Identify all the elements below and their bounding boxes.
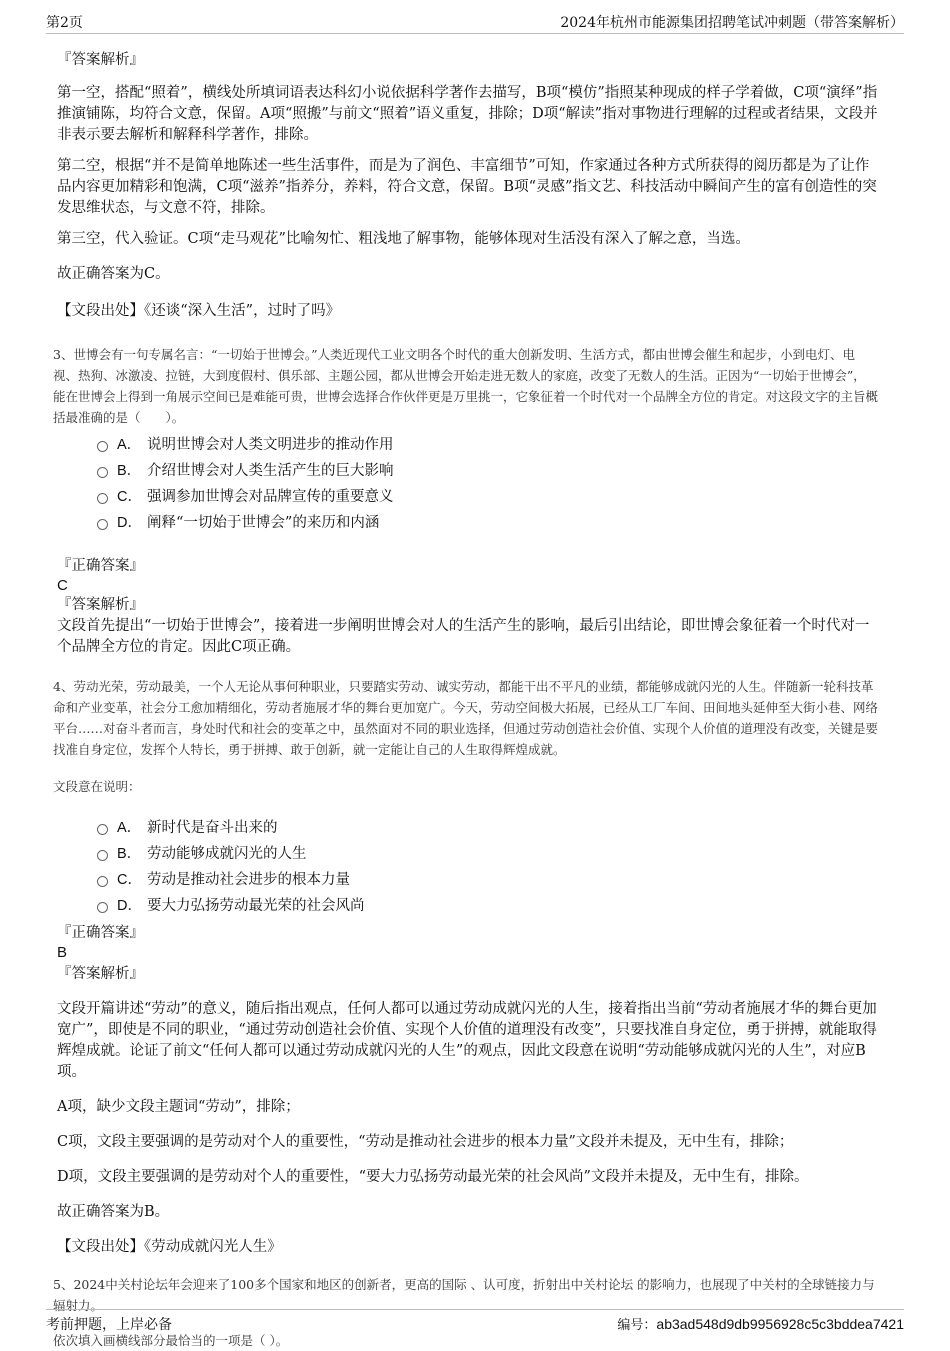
question-4-analysis: 文段开篇讲述“劳动”的意义，随后指出观点，任何人都可以通过劳动成就闪光的人生，接着指出当前“劳动者施展才华的舞台更加宽广”，即使是不同的职业，“通过劳动创造社会价值、实现个人价值的道理没有改变”，只要找准自身定位，勇于拼搏，就能取得辉煌成就。论证了前文“任何人都可以通过劳动成就闪光的人生”的观点，因此文段意在说明“劳动能够成就闪光的人生”，对应B项。 [57, 1001, 877, 1080]
option-text: 阐释“一切始于世博会”的来历和内涵 [147, 514, 380, 531]
footer-divider [46, 1309, 904, 1310]
answer-label: 『正确答案』 [57, 925, 144, 941]
question-5-prompt: 依次填入画横线部分最恰当的一项是（ ）。 [53, 1333, 289, 1348]
analysis-label: 『答案解析』 [57, 966, 144, 982]
q3-option-c[interactable] [97, 482, 882, 508]
option-letter: B． [117, 845, 142, 862]
radio-icon[interactable] [97, 902, 108, 913]
analysis-paragraph-3: 第三空，代入验证。C项“走马观花”比喻匆忙、粗浅地了解事物，能够体现对生活没有深入了解之意，当选。 [57, 231, 750, 247]
option-letter: D． [117, 897, 142, 914]
question-4-options [97, 813, 882, 917]
page-content [53, 44, 882, 1351]
question-4-stem: 4、劳动光荣，劳动最美，一个人无论从事何种职业，只要踏实劳动、诚实劳动，都能干出不平凡的业绩，都能够成就闪光的人生。伴随新一轮科技革命和产业变革，社会分工愈加精细化，劳动者施展才华的舞台更加宽广。今天，劳动空间极大拓展，已经从工厂车间、田间地头延伸至大街小巷、网络平台……对奋斗者而言，身处时代和社会的变革之中，虽然面对不同的职业选择，但通过劳动创造社会价值、实现个人价值的道理没有改变，关键是要找准自身定位，发挥个人特长，勇于拼搏、敢于创新，就一定能让自己的人生取得辉煌成就。 [53, 679, 879, 757]
radio-icon[interactable] [97, 493, 108, 504]
option-text: 劳动是推动社会进步的根本力量 [147, 871, 350, 888]
option-letter: D． [117, 514, 142, 531]
source-citation: 【文段出处】《还谈“深入生活”，过时了吗》 [57, 303, 341, 319]
question-4-prompt: 文段意在说明： [53, 779, 141, 794]
conclusion-text: 故正确答案为C。 [57, 266, 170, 282]
document-title: 2024年杭州市能源集团招聘笔试冲刺题（带答案解析） [560, 15, 904, 31]
option-text: 强调参加世博会对品牌宣传的重要意义 [147, 488, 394, 505]
question-3-analysis: 文段首先提出“一切始于世博会”，接着进一步阐明世博会对人的生活产生的影响，最后引出结论，即世博会象征着一个时代对一个品牌全方位的肯定。因此C项正确。 [57, 618, 870, 655]
footer-note: 考前押题，上岸必备 [46, 1317, 172, 1333]
option-text: 新时代是奋斗出来的 [147, 819, 278, 836]
q3-option-d[interactable] [97, 508, 882, 534]
option-letter: C． [117, 488, 142, 505]
code-label: 编号： [617, 1318, 657, 1333]
page-number: 第2页 [46, 15, 83, 31]
option-letter: C． [117, 871, 142, 888]
radio-icon[interactable] [97, 824, 108, 835]
option-text: 说明世博会对人类文明进步的推动作用 [147, 436, 394, 453]
option-text: 劳动能够成就闪光的人生 [147, 845, 307, 862]
document-code [617, 1314, 904, 1333]
question-5-stem: 5、2024中关村论坛年会迎来了100多个国家和地区的创新者，更高的国际 、认可度，折射出中关村论坛 的影响力，也展现了中关村的全球链接力与辐射力。 [53, 1277, 875, 1313]
option-c-note: C项，文段主要强调的是劳动对个人的重要性，“劳动是推动社会进步的根本力量”文段并未提及，无中生有，排除； [57, 1134, 794, 1150]
source-citation: 【文段出处】《劳动成就闪光人生》 [57, 1239, 282, 1255]
option-text: 介绍世博会对人类生活产生的巨大影响 [147, 462, 394, 479]
option-a-note: A项，缺少文段主题词“劳动”，排除； [57, 1099, 300, 1115]
radio-icon[interactable] [97, 467, 108, 478]
analysis-paragraph-2: 第二空，根据“并不是简单地陈述一些生活事件，而是为了润色、丰富细节”可知，作家通过各种方式所获得的阅历都是为了让作品内容更加精彩和饱满，C项“滋养”指养分，养料，符合文意，保留。B项“灵感”指文艺、科技活动中瞬间产生的富有创造性的突发思维状态，与文意不符，排除。 [57, 158, 877, 216]
radio-icon[interactable] [97, 876, 108, 887]
option-letter: B． [117, 462, 142, 479]
analysis-label: 『答案解析』 [57, 52, 144, 68]
code-value: ab3ad548d9db9956928c5c3bddea7421 [656, 1316, 904, 1332]
q4-option-b[interactable] [97, 839, 882, 865]
conclusion-text: 故正确答案为B。 [57, 1204, 170, 1220]
analysis-paragraph-1: 第一空，搭配“照着”，横线处所填词语表达科幻小说依据科学著作去描写，B项“模仿”指照某种现成的样子学着做，C项“演绎”指推演铺陈，均符合文意，保留。A项“照搬”与前文“照着”语义重复，排除；D项“解读”指对事物进行理解的过程或者结果，文段并非表示要去解析和解释科学著作，排除。 [57, 85, 878, 143]
q4-option-c[interactable] [97, 865, 882, 891]
radio-icon[interactable] [97, 519, 108, 530]
question-3-options [97, 430, 882, 534]
analysis-label: 『答案解析』 [57, 597, 144, 613]
correct-answer: C [57, 577, 68, 594]
q4-option-d[interactable] [97, 891, 882, 917]
option-letter: A． [117, 436, 142, 453]
q3-option-b[interactable] [97, 456, 882, 482]
q4-option-a[interactable] [97, 813, 882, 839]
option-d-note: D项，文段主要强调的是劳动对个人的重要性，“要大力弘扬劳动最光荣的社会风尚”文段并未提及，无中生有，排除。 [57, 1169, 809, 1185]
q3-option-a[interactable] [97, 430, 882, 456]
question-3-stem: 3、世博会有一句专属名言：“一切始于世博会。”人类近现代工业文明各个时代的重大创新发明、生活方式，都由世博会催生和起步，小到电灯、电视、热狗、冰激凌、拉链，大到度假村、俱乐部、主题公园，都从世博会开始走进无数人的家庭，改变了无数人的生活。正因为“一切始于世博会”，能在世博会上得到一角展示空间已是难能可贵，世博会选择合作伙伴更是万里挑一，它象征着一个时代对一个品牌全方位的肯定。对这段文字的主旨概括最准确的是（ ）。 [53, 347, 879, 425]
answer-label: 『正确答案』 [57, 558, 144, 574]
correct-answer: B [57, 944, 68, 961]
option-text: 要大力弘扬劳动最光荣的社会风尚 [147, 897, 365, 914]
radio-icon[interactable] [97, 850, 108, 861]
header-divider [46, 33, 904, 34]
radio-icon[interactable] [97, 441, 108, 452]
option-letter: A． [117, 819, 142, 836]
